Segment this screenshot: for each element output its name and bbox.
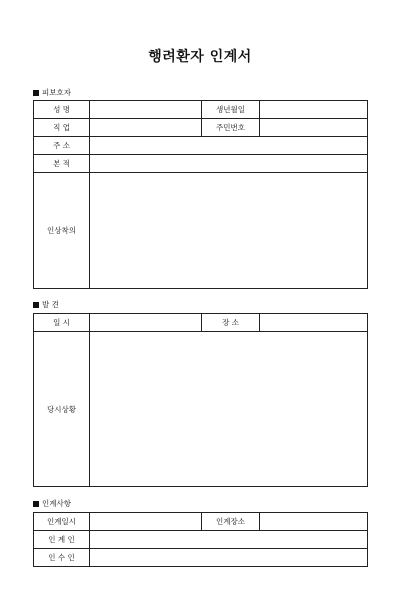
discovery-datetime-label: 일 시: [34, 314, 90, 332]
id-number-field[interactable]: [260, 119, 368, 137]
square-bullet-icon: [33, 90, 39, 96]
situation-field[interactable]: [90, 332, 368, 487]
handover-table: [33, 512, 368, 567]
section-heading-label: 인계사항: [42, 499, 71, 508]
appearance-field[interactable]: [90, 173, 368, 289]
id-number-label: 주민번호: [202, 119, 260, 137]
receiver-field[interactable]: [90, 549, 368, 567]
situation-label: 당시상황: [34, 332, 90, 487]
section-heading-label: 발 견: [42, 300, 59, 309]
name-field[interactable]: [90, 101, 202, 119]
document-title: 행려환자 인계서: [148, 49, 252, 65]
occupation-label: 직 업: [34, 119, 90, 137]
address-field[interactable]: [90, 137, 368, 155]
handover-place-field[interactable]: [260, 513, 368, 531]
handover-person-label: 인 계 인: [34, 531, 90, 549]
birth-date-label: 생년월일: [202, 101, 260, 119]
appearance-label: 인상착의: [34, 173, 90, 289]
section-heading-handover: [33, 498, 71, 509]
birth-date-field[interactable]: [260, 101, 368, 119]
address-label: 주 소: [34, 137, 90, 155]
handover-datetime-field[interactable]: [90, 513, 202, 531]
discovery-place-field[interactable]: [260, 314, 368, 332]
handover-person-field[interactable]: [90, 531, 368, 549]
name-label: 성 명: [34, 101, 90, 119]
square-bullet-icon: [33, 501, 39, 507]
origin-field[interactable]: [90, 155, 368, 173]
section-heading-label: 피보호자: [42, 88, 71, 97]
discovery-place-label: 장 소: [202, 314, 260, 332]
origin-label: 본 적: [34, 155, 90, 173]
protected-person-table: [33, 100, 368, 289]
discovery-table: [33, 313, 368, 487]
section-heading-protected-person: [33, 87, 71, 98]
handover-datetime-label: 인계일시: [34, 513, 90, 531]
section-heading-discovery: [33, 299, 59, 310]
handover-place-label: 인계장소: [202, 513, 260, 531]
receiver-label: 인 수 인: [34, 549, 90, 567]
occupation-field[interactable]: [90, 119, 202, 137]
discovery-datetime-field[interactable]: [90, 314, 202, 332]
square-bullet-icon: [33, 302, 39, 308]
